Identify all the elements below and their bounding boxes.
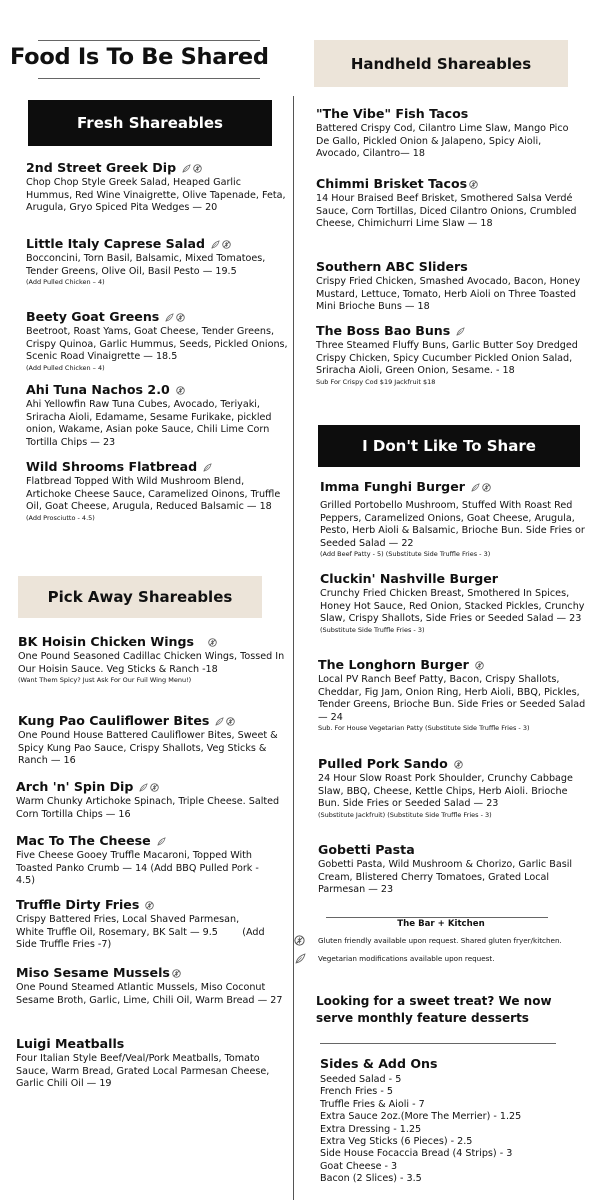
item-name: Truffle Dirty Fries [16, 897, 140, 912]
side-item: Extra Veg Sticks (6 Pieces) - 2.5 [320, 1136, 473, 1148]
menu-item-pulled-pork-sando [318, 756, 586, 820]
vegetarian-leaf-icon [157, 837, 166, 846]
vegetarian-leaf-icon [139, 783, 148, 792]
item-name: Gobetti Pasta [318, 842, 415, 857]
gluten-note: Gluten friendly available upon request. Shared gluten fryer/kitchen. [318, 936, 562, 945]
sides-list [320, 1074, 595, 1186]
item-description: One Pound Seasoned Cadillac Chicken Wings, Tossed In Our Hoisin Sauce. Veg Sticks & Ranch -18 [18, 651, 285, 675]
item-name: Wild Shrooms Flatbread [26, 459, 198, 474]
side-item: Truffle Fries & Aioli - 7 [320, 1098, 425, 1110]
item-name: The Longhorn Burger [318, 657, 469, 672]
item-name: Beety Goat Greens [26, 309, 160, 324]
item-name: 2nd Street Greek Dip [26, 160, 177, 175]
item-description: Crispy Battered Fries, Local Shaved Parmesan, White Truffle Oil, Rosemary, BK Salt — 9.5 (Add Side Truffle Fries -7) [16, 914, 268, 951]
item-name: BK Hoisin Chicken Wings [18, 634, 195, 649]
gluten-free-icon [150, 783, 159, 792]
menu-item-caprese-salad [26, 236, 288, 287]
gluten-free-icon [176, 313, 185, 322]
side-item: Side House Focaccia Bread (4 Strips) - 3 [320, 1148, 513, 1160]
item-description: Local PV Ranch Beef Patty, Bacon, Crispy Shallots, Cheddar, Fig Jam, Onion Ring, Herb Aioli, BBQ, Pickles, Tender Greens, Brioche Bun. Side Fries or Seeded Salad— 24 [318, 674, 586, 723]
gluten-free-icon [172, 969, 181, 978]
gluten-free-icon [208, 638, 217, 647]
item-name: Chimmi Brisket Tacos [316, 176, 468, 191]
section-pick-banner [18, 576, 262, 618]
footer-rule [326, 917, 548, 918]
item-name: Miso Sesame Mussels [16, 965, 170, 980]
menu-item-gobetti-pasta [318, 842, 586, 897]
menu-item-miso-mussels [16, 965, 286, 1007]
section-handheld-banner [314, 40, 568, 87]
gluten-free-icon [193, 164, 202, 173]
vegetarian-leaf-icon [456, 327, 465, 336]
item-description: Flatbread Topped With Wild Mushroom Blend, Artichoke Cheese Sauce, Caramelized Oinons, Truffle Oil, Goat Cheese, Arugula, Reduced Balsamic — 18 [26, 476, 281, 513]
section-fresh-title: Fresh Shareables [77, 114, 223, 132]
menu-item-wild-shrooms-flatbread [26, 459, 288, 523]
gluten-free-icon [482, 483, 491, 492]
item-note: (Substitute Side Truffle Fries - 3) [320, 625, 425, 634]
item-name: "The Vibe" Fish Tacos [316, 106, 469, 121]
item-description: Five Cheese Gooey Truffle Macaroni, Topped With Toasted Panko Crumb — 14 (Add BBQ Pulled Pork - 4.5) [16, 850, 259, 887]
item-name: Little Italy Caprese Salad [26, 236, 206, 251]
item-description: 24 Hour Slow Roast Pork Shoulder, Crunchy Cabbage Slaw, BBQ, Cheese, Kettle Chips, Herb Aioli. Brioche Bun. Side Fries or Seeded Salad — 23 [318, 773, 573, 810]
item-description: Warm Chunky Artichoke Spinach, Triple Cheese. Salted Corn Tortilla Chips — 16 [16, 796, 280, 820]
title-rule-bottom [38, 78, 260, 79]
item-description: Chop Chop Style Greek Salad, Heaped Garlic Hummus, Red Wine Vinaigrette, Olive Tapenade, Feta, Arugula, Gryo Spiced Pita Wedges — 20 [26, 177, 286, 214]
item-name: Southern ABC Sliders [316, 259, 468, 274]
item-note: (Add Pulled Chicken – 4) [26, 363, 105, 372]
item-description: Three Steamed Fluffy Buns, Garlic Butter Soy Dredged Crispy Chicken, Spicy Cucumber Pickled Onion Salad, Sriracha Aioli, Green Onion, Sesame. - 18 [316, 340, 578, 377]
item-description: Four Italian Style Beef/Veal/Pork Meatballs, Tomato Sauce, Warm Bread, Grated Local Parmesan Cheese, Garlic Chili Oil — 19 [16, 1053, 270, 1090]
side-item: Seeded Salad - 5 [320, 1074, 402, 1085]
item-name: Cluckin' Nashville Burger [320, 571, 499, 586]
sides-title: Sides & Add Ons [320, 1056, 438, 1071]
vegetarian-leaf-icon [295, 953, 306, 964]
menu-item-bao-buns [316, 323, 584, 387]
gluten-free-icon [222, 240, 231, 249]
menu-item-greek-dip [26, 160, 288, 215]
gluten-free-icon [475, 661, 484, 670]
item-description: Bocconcini, Torn Basil, Balsamic, Mixed Tomatoes, Tender Greens, Olive Oil, Basil Pesto — 19.5 [26, 253, 266, 277]
menu-item-truffle-dirty-fries [16, 897, 266, 952]
menu-item-fish-tacos [316, 106, 584, 161]
vegetarian-leaf-icon [471, 483, 480, 492]
vegetarian-leaf-icon [211, 240, 220, 249]
vegetarian-leaf-icon [203, 463, 212, 472]
item-note: (Want Them Spicy? Just Ask For Our Fuil Wing Menu!) [18, 676, 192, 685]
item-description: Battered Crispy Cod, Cilantro Lime Slaw, Mango Pico De Gallo, Pickled Onion & Jalapeno, Spicy Aioli, Avocado, Cilantro— 18 [316, 123, 569, 160]
sides-rule [320, 1043, 556, 1044]
gluten-free-icon [145, 901, 154, 910]
menu-item-hoisin-wings [18, 634, 288, 685]
item-name: Luigi Meatballs [16, 1036, 125, 1051]
item-name: Ahi Tuna Nachos 2.0 [26, 382, 170, 397]
vegetarian-leaf-icon [182, 164, 191, 173]
menu-item-kung-pao-cauliflower [18, 713, 288, 768]
menu-item-luigi-meatballs [16, 1036, 286, 1091]
item-description: One Pound Steamed Atlantic Mussels, Miso Coconut Sesame Broth, Garlic, Lime, Chili Oil, Warm Bread — 27 [16, 982, 283, 1006]
item-description: Crunchy Fried Chicken Breast, Smothered In Spices, Honey Hot Sauce, Red Onion, Stacked Pickles, Crunchy Slaw, Crispy Shallots, Side Fries or Seeded Salad — 23 [320, 588, 585, 625]
item-name: Mac To The Cheese [16, 833, 151, 848]
item-description: Grilled Portobello Mushroom, Stuffed With Roast Red Peppers, Caramelized Onions, Goat Cheese, Arugula, Pesto, Herb Aioli & Balsamic, Brioche Bun. Side Fries or Seeded Salad — 22 [320, 500, 585, 549]
item-note: (Substitute Jackfruit) (Substitute Side Truffle Fries - 3) [318, 810, 492, 819]
page-title: Food Is To Be Shared [10, 44, 269, 70]
item-description: One Pound House Battered Cauliflower Bites, Sweet & Spicy Kung Pao Sauce, Crispy Shallots, Veg Sticks & Ranch — 16 [18, 730, 278, 767]
menu-item-brisket-tacos [316, 176, 584, 231]
menu-item-arch-spin-dip [16, 779, 286, 821]
gluten-free-icon [226, 717, 235, 726]
gluten-free-icon [454, 760, 463, 769]
side-item: French Fries - 5 [320, 1086, 393, 1098]
item-note: (Add Prosciutto - 4.5) [26, 513, 95, 522]
menu-item-nashville-burger [320, 571, 586, 635]
item-name: Arch 'n' Spin Dip [16, 779, 134, 794]
menu-item-beety-goat-greens [26, 309, 288, 373]
vegetarian-leaf-icon [215, 717, 224, 726]
item-description: Gobetti Pasta, Wild Mushroom & Chorizo, Garlic Basil Cream, Blistered Cherry Tomatoes, Grated Local Parmesan — 23 [318, 859, 573, 896]
menu-item-funghi-burger [320, 479, 586, 559]
vegetarian-leaf-icon [165, 313, 174, 322]
item-name: Imma Funghi Burger [320, 479, 465, 494]
side-item: Extra Sauce 2oz.(More The Merrier) - 1.25 [320, 1111, 522, 1123]
item-description: Ahi Yellowfin Raw Tuna Cubes, Avocado, Teriyaki, Sriracha Aioli, Edamame, Sesame Furikake, pickled onion, Wakame, Asian poke Sauce, Chili Lime Corn Tortilla Chips — 23 [26, 399, 272, 448]
item-description: 14 Hour Braised Beef Brisket, Smothered Salsa Verdé Sauce, Corn Tortillas, Diced Cilantro Onions, Crumbled Cheese, Chimichurri Lime Slaw — 18 [316, 193, 577, 230]
item-note: (Add Beef Patty - 5) (Substitute Side Truffle Fries - 3) [320, 550, 491, 559]
vegetarian-note: Vegetarian modifications available upon request. [318, 954, 495, 963]
bar-kitchen-label: The Bar + Kitchen [397, 919, 485, 929]
section-handheld-title: Handheld Shareables [350, 54, 532, 73]
section-pick-title: Pick Away Shareables [47, 588, 233, 606]
gluten-free-icon [294, 935, 305, 946]
title-rule-top [38, 40, 260, 41]
side-item: Goat Cheese - 3 [320, 1160, 398, 1172]
item-name: The Boss Bao Buns [316, 323, 451, 338]
dessert-note: Looking for a sweet treat? We now serve monthly feature desserts [316, 994, 552, 1025]
menu-item-abc-sliders [316, 259, 584, 314]
column-divider [293, 96, 294, 1200]
item-note: (Add Pulled Chicken – 4) [26, 278, 105, 287]
section-dontshare-title: I Don't Like To Share [362, 437, 536, 455]
item-description: Crispy Fried Chicken, Smashed Avocado, Bacon, Honey Mustard, Lettuce, Tomato, Herb Aioli on Three Toasted Mini Brioche Buns — 18 [316, 276, 581, 313]
item-note: Sub For Crispy Cod $19 Jackfruit $18 [316, 377, 436, 386]
item-note: Sub. For House Vegetarian Patty (Substitute Side Truffle Fries - 3) [318, 724, 530, 733]
section-fresh-banner [28, 100, 272, 146]
menu-item-longhorn-burger [318, 657, 586, 733]
menu-item-ahi-tuna-nachos [26, 382, 288, 449]
section-dontshare-banner [318, 425, 580, 467]
side-item: Extra Dressing - 1.25 [320, 1123, 422, 1135]
item-name: Kung Pao Cauliflower Bites [18, 713, 210, 728]
gluten-free-icon [469, 180, 478, 189]
side-item: Bacon (2 Slices) - 3.5 [320, 1173, 422, 1185]
menu-item-mac-cheese [16, 833, 261, 888]
gluten-free-icon [176, 386, 185, 395]
item-description: Beetroot, Roast Yams, Goat Cheese, Tender Greens, Crispy Quinoa, Garlic Hummus, Seeds, Pickled Onions, Scenic Road Vinaigrette — 18.5 [26, 326, 288, 363]
item-name: Pulled Pork Sando [318, 756, 448, 771]
